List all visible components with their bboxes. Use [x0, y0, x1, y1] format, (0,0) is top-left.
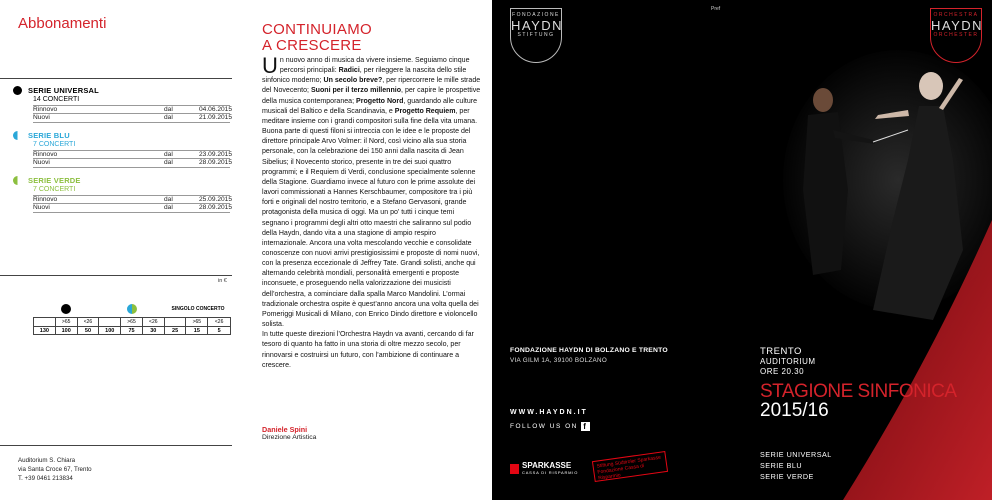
body-segment: n nuovo anno di musica da vivere insieme. Seguiamo cinque percorsi principali: — [279, 57, 470, 75]
foundation-address: VIA GILM 1A, 39100 BOLZANO — [510, 357, 608, 364]
table-row: Nuovi dal 28.09.2015 — [33, 159, 233, 167]
series-list-item: SERIE BLU — [760, 461, 803, 470]
editorial-panel — [248, 0, 492, 500]
blue-half-dot-icon — [13, 131, 22, 140]
table-row: Nuovi dal 28.09.2015 — [33, 204, 233, 212]
series-name: SERIE UNIVERSAL — [28, 86, 99, 95]
sponsor-logo: SPARKASSE CASSA DI RISPARMIO — [510, 462, 578, 475]
city: TRENTO — [760, 346, 802, 357]
series-verde — [18, 176, 233, 213]
time: ORE 20.30 — [760, 367, 805, 376]
body-segment: Progetto Nord — [356, 97, 404, 105]
series-list-item: SERIE VERDE — [760, 472, 814, 481]
fondazione-logo: FONDAZIONE HAYDN STIFTUNG — [510, 8, 562, 63]
pref-mark: Pref — [711, 6, 721, 12]
foundation-stamp: Stiftung Südtiroler Sparkasse Fondazione Cassa di Risparmio — [592, 451, 668, 482]
divider — [0, 445, 232, 446]
series-blu — [18, 131, 233, 168]
body-segment: , guardando alle culture musicali del Baltico e della Scandinavia, e — [262, 97, 478, 115]
table-row: Rinnovo dal 25.09.2015 — [33, 195, 233, 203]
series-sub: 7 CONCERTI — [33, 141, 76, 148]
series-list-item: SERIE UNIVERSAL — [760, 450, 832, 459]
blue-green-dot-icon — [127, 304, 137, 314]
dropcap: U — [262, 53, 278, 78]
body-segment: Progetto Requiem — [394, 107, 456, 115]
series-sub: 14 CONCERTI — [33, 96, 80, 103]
body-segment: In tutte queste direzioni l’Orchestra Haydn va avanti, cercando di far tesoro di quanto ha fatto in una storia di oltre mezzo secolo, per rinnovarsi e costruirsi un futuro, con l’ambizione di continuare a crescere. — [262, 331, 474, 369]
divider — [0, 78, 232, 79]
orchestra-logo: ORCHESTRA HAYDN ORCHESTER — [930, 8, 982, 63]
black-dot-icon — [61, 304, 71, 314]
price-table — [33, 301, 231, 335]
table-row: Rinnovo dal 23.09.2015 — [33, 150, 233, 158]
venue: AUDITORIUM — [760, 357, 816, 366]
age-row: >65 <26 >65 <26 >65 <26 — [33, 317, 231, 326]
series-universal — [18, 86, 233, 123]
body-segment: , per ripercorrere le mille strade del Novecento; — [262, 77, 481, 95]
foundation-name: FONDAZIONE HAYDN DI BOLZANO E TRENTO — [510, 347, 668, 354]
body-segment: , per capire le prospettive della musica contemporanea; — [262, 87, 481, 105]
currency-note: in € — [218, 278, 227, 284]
front-cover-panel — [743, 0, 992, 500]
single-concert-label: SINGOLO CONCERTO — [171, 306, 225, 312]
venue-info: Auditorium S. Chiara via Santa Croce 67, Trento T. +39 0461 213834 — [18, 457, 92, 482]
body-segment: , per rileggere la nascita dello stile sinfonico moderno; — [262, 67, 467, 85]
series-name: SERIE BLU — [28, 131, 70, 140]
series-sub: 7 CONCERTI — [33, 186, 76, 193]
body-segment: Radici — [338, 67, 360, 75]
body-segment: Suoni per il terzo millennio — [310, 87, 402, 95]
subscriptions-title: Abbonamenti — [18, 15, 107, 32]
table-row: Rinnovo dal 04.06.2015 — [33, 105, 233, 113]
divider — [0, 275, 232, 276]
editorial-body — [262, 53, 482, 371]
body-segment: Un secolo breve? — [323, 77, 383, 85]
series-name: SERIE VERDE — [28, 176, 81, 185]
season-title: STAGIONE SINFONICA — [760, 381, 957, 402]
follow-us[interactable]: FOLLOW US ON f — [510, 422, 590, 431]
price-row: 130 100 50 100 75 30 25 15 5 — [33, 326, 231, 335]
back-cover-panel — [492, 0, 743, 500]
season-year: 2015/16 — [760, 400, 829, 421]
subscriptions-panel — [0, 0, 248, 500]
signature-role: Direzione Artistica — [262, 434, 317, 441]
editorial-title: CONTINUIAMO A CRESCERE — [262, 21, 372, 54]
body-segment: , per meditare insieme con i grandi compositori sulla fine della vita umana. Buona parte di questi filoni si intreccia con le idee e le proposte del direttore principale Arvo Volmer: il Nord, così vicino alla sua storia personale, con la celebrazione dei 150 anni dalla nascita di Jean Sibelius; il Novecento storico, presente in tre dei suoi quattro programmi; e il Requiem di Verdi, conclusione specialmente solenne della Stagione. Guardiamo invece al futuro con le prime assolute dei lavori commissionati a Hannes Kerschbaumer, compositore tra i più forti e originali del nostro territorio, e a Stefano Gervasoni, grande protagonista della musica di oggi. Ma un po’ tutti i cinque temi segnano i programmi degli altri otto maestri che saliranno sul podio della Haydn, dando vita a una stagione di ampio respiro internazionale. Ancora una volta mescolando vecchie e consolidate conoscenze con nuovi arrivi prestigiosissimi e proposte di nomi nuovi, con la presenza eccezionale di Jeffrey Tate. Grandi solisti, anche qui alternando celebrità mondiali, personalità emergenti e proposte inconsuete, e proseguendo nella valorizzazione dei musicisti dell’orchestra, a cominciare dalla spalla Marco Mandolini. L’ormai tradizionale orchestra ospite è quest’anno ancora una volta quella dei Pomeriggi Musicali di Milano, con Enrico Dindo direttore e violoncello solista. — [262, 107, 480, 329]
table-row: Nuovi dal 21.09.2015 — [33, 114, 233, 122]
facebook-icon[interactable]: f — [581, 422, 590, 431]
signature-name: Daniele Spini — [262, 425, 308, 434]
sparkasse-icon — [510, 464, 519, 474]
website-link[interactable]: WWW.HAYDN.IT — [510, 409, 588, 416]
performers-image — [803, 70, 963, 320]
green-half-dot-icon — [13, 176, 22, 185]
black-dot-icon — [13, 86, 22, 95]
